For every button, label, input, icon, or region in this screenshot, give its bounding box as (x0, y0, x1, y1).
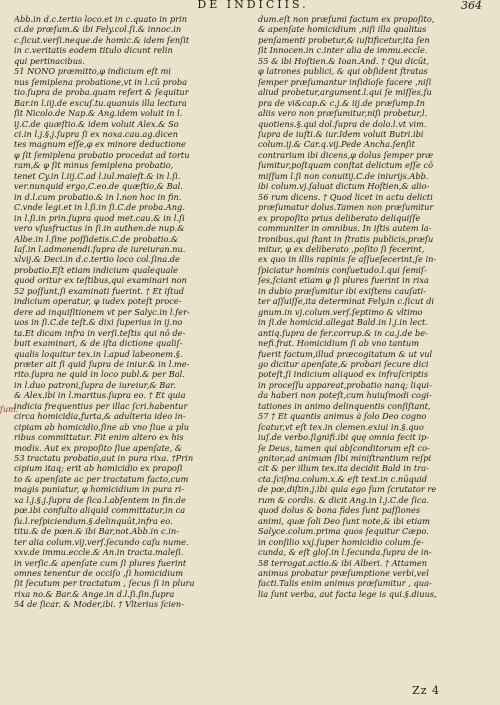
text-line: in c.veritatis eodem titulo dicunt relin (14, 45, 173, 56)
text-line: penſamenti probetur,& iuſtificetur,ita ſen (258, 34, 430, 45)
text-line: quod oritur ex teſtibus,qui examinari non (14, 275, 187, 286)
text-line: qualis loquitur tex.in l.apud labeonem.§. (14, 348, 183, 359)
text-line: Iaſ.in l.admonendi.ſupra de iureiuran.nu. (14, 243, 186, 254)
text-line: cit & per illum tex.ita decidit Bald in tra- (258, 463, 429, 474)
text-line: c.ſicut.verſi.neque.de homic.& idem ſenſit (14, 34, 190, 45)
text-line: in ſi.de homicid.allegat Bald.in l.j.in lect. (258, 317, 428, 328)
text-line: cipiam ab homicidio,ſine ab vno ſiue a plu (14, 421, 190, 432)
text-line: dere ad inquiſitionem vt per Salyc.in l.fer- (14, 306, 190, 317)
text-line: φ ſit ſemiplena probatio procedat ad tortu (14, 149, 190, 160)
text-line: 52 poſſunt,ſi examinati fuerint. † Et iſtud (14, 285, 185, 296)
text-line: circa homicidia,furta,& adulteria ideo in- (14, 411, 186, 422)
text-line: & apenſate homicidium ,niſi illa qualitas (258, 24, 427, 35)
text-line: ij.C.de quæſtio.& idem voluit Alex.& So (14, 118, 179, 129)
text-columns (14, 14, 492, 610)
text-line: iuſ.de verbo.ſignifi.ibi quę omnia fecit ip- (258, 432, 430, 443)
text-line: nefi.frat. Homicidium ſi ab vno tantum (258, 338, 420, 349)
text-line: ter alia colum.vij.verſ.ſecundo caſu nume. (14, 536, 189, 547)
text-line: dum.eſt non præſumi factum ex propoſito, (258, 14, 435, 24)
running-header (14, 0, 492, 14)
text-line: ſumitur,poſtquam conſtat delictum eſſe cō (258, 160, 434, 171)
text-line: indicium operatur, φ iudex poteſt proce- (14, 296, 182, 307)
text-line: pœ.ibi confulto aliquid committatur,in ca (14, 505, 186, 516)
text-line: de pœ,diſtin.j.ibi quia ego ſum ſcrutator re (258, 484, 437, 495)
text-line: Abb.in d.c.tertio loco.et in c.quato in prin (14, 14, 188, 24)
text-line: ſit Innocen.in c.inter alia de immu.eccle. (258, 45, 428, 56)
text-line: ex propoſito prius deliberato deliquiſſe (258, 212, 421, 223)
text-line: xxv.de immu.eccle.& An.in tracta.maleſi. (14, 547, 184, 558)
text-line: 51 NONO præmitto,φ indicium eſt mi (14, 66, 171, 77)
text-line: ſit ſecutum per tractatum , ſecus ſi in plura (14, 578, 195, 589)
text-line: ci.in l.j.§.j.ſupra ſi ex noxa.cau.ag.dicen (14, 128, 178, 139)
text-line: ſpiciatur hominis conſuetudo.l.qui ſemiſ- (258, 264, 427, 275)
text-line: ſcatur,vt eſt tex.in clemen.exiui in.§.quo (258, 421, 424, 432)
text-line: to & apenſate ac per tractatum facto,cum (14, 473, 189, 484)
text-line: ci.de præſum.& ibi Fely.col.ſi.& innoc.in (14, 24, 182, 35)
text-line: tes magnum eſſe,φ ex minore deductione (14, 139, 186, 150)
text-line: vero vſusfructus in ſi.in authen.de nup.& (14, 223, 185, 234)
text-line: communiter in omnibus. In iſtis autem la- (258, 223, 432, 234)
text-line: modis. Aut ex propoſito ſiue apenſate, & (14, 442, 183, 453)
text-line: præſumatur dolus.Tamen non præſumitur (258, 202, 434, 213)
text-line: 57 † Et quantis animus à ſolo Deo cogno (258, 411, 427, 422)
running-title: DE INDICIIS. (197, 0, 309, 11)
text-line: omnes tenentur de occiſo ,ſi homicidium (14, 568, 184, 579)
text-line: ſe Deus, tamen qui abſconditorum eſt co- (258, 442, 430, 453)
text-line: ter aſſuiſſe,ita determinat Fely.in c.ſicut di (258, 296, 435, 307)
text-line: buit examinari, & de iſta dictione qualiſ- (14, 338, 183, 349)
text-line: quotiens.§.qui dol.ſupra de dolo.l.vt vim. (258, 118, 427, 129)
text-line: cta.ſciſma.colum.x.& eſt text.in c.nūquid (258, 473, 428, 484)
text-line: xa l.j.§.j.ſupra de ſica.l.abſentem in fin.de (14, 494, 186, 505)
text-line: ſit Nicolo.de Nap.& Ang.idem voluit in l. (14, 108, 183, 119)
text-line: ta.Et dicam infra in verſi.teſtis qui nō de- (14, 327, 186, 338)
text-line: & Alex.ibi in l.maritus.ſupra eo. † Et quia (14, 390, 186, 401)
text-line: pra de vi&cap.& c.j.& iij.de præſump.In (258, 97, 425, 108)
text-line: ex quo in illis rapinis ſe aſſueſecerint,ſe in- (258, 254, 437, 265)
text-line: lia ſunt verba, aut facta lege is qui.§.diuus, (258, 588, 437, 599)
text-line: aliud probetur,argument.l.qui ſe miſſes,ſu (258, 87, 432, 98)
text-line: ram,& φ ſit minus ſemiplena probatio, (14, 160, 174, 171)
text-line: ribus committatur. Fit enim altero ex his (14, 432, 184, 443)
text-line: fuerit factum,illud præcogitatum & ut vul (258, 348, 433, 359)
text-line: præter ait ſi quid ſupra de iniur.& in l.me- (14, 358, 190, 369)
text-line: nus ſemiplena probatione,vt in l.cū proba (14, 76, 188, 87)
text-line: go dicitur apenſate,& probari ſecure dici (258, 358, 429, 369)
text-line: tenet Cy.in l.iij.C.ad l.iul.maieſt.& in l.ſi. (14, 170, 181, 181)
text-line: tio.ſupra de proba.quam refert & ſequitur (14, 87, 189, 98)
text-line: in dubio præſumitur ibi exiſtens cauſati- (258, 285, 427, 296)
text-line: rum & cordis. & dicit Ang.in l.j.C.de ſica. (258, 494, 430, 505)
text-line: gnum.in vj.colum.verſ.ſeptimo & vltimo (258, 306, 423, 317)
text-line: facti.Talis enim animus præſumitur , qua- (258, 578, 432, 589)
text-line: poteſt,ſi indicium aliquod ex infraſcriptis (258, 369, 429, 380)
text-line: ſupra de iuſti.& iur.Idem voluit Butri.ibi (258, 128, 424, 139)
text-line: Salyce.colum.prima quos ſequitur Cæpo. (258, 526, 429, 537)
text-line: contrarium ibi dicens,φ dolus ſemper præ (258, 149, 434, 160)
signature-mark: Zz 4 (412, 684, 440, 697)
text-line: Albe.in l.ſine poſſidetis.C.de probatio.& (14, 233, 179, 244)
text-line: 58 terrogat.actio.& ibi Alberi. † Attamen (258, 557, 428, 568)
text-line: in l.ſi.in prin.ſupra quod met.cau.& in l.ſi (14, 212, 185, 223)
text-line: gnitor,ad animum ſibi miniſtrantium reſpi (258, 453, 432, 464)
text-line: ſemper præſumantur inſidioſe facere ,niſi (258, 76, 432, 87)
text-line: mitur, φ ex deliberato ,poſito ſi fecerint, (258, 243, 425, 254)
text-line: ibi colum.vj.ſaluat dictum Hoſtien,& alio- (258, 181, 430, 192)
text-line: ſes,ſciant etiam φ ſi plures fuerint in rixa (258, 275, 429, 286)
text-line: aliis vero non præſumitur,niſi probetur,l. (258, 108, 428, 119)
text-line: in d.l.cum probatio.& in l.non hoc in fin. (14, 191, 182, 202)
text-line: in proceſſu appareat,probatio nanq; liqui- (258, 379, 432, 390)
text-line: tronibus,qui ſtant in ſtratis publicis,præſu (258, 233, 434, 244)
right-column (258, 14, 492, 610)
text-line: 55 & ibi Hoſtien.& Ioan.And. † Qui dicūt, (258, 55, 429, 66)
text-line: 56 rum dicens. † Quod licet in actu delicti (258, 191, 433, 202)
text-line: antiq.ſupra de fer.corrup.& in ca.j.de be- (258, 327, 428, 338)
text-line: colum.ij.& Car.q.vij.Pede Ancha.ſenſit (258, 139, 415, 150)
text-line: quod dolus & bona fides ſunt paſſiones (258, 505, 421, 516)
text-line: 54 de ſicar. & Moder,ibi. † Vlterius ſcien- (14, 599, 185, 610)
text-line: cunda, & eſt gloſ.in l.ſecunda.ſupra de in- (258, 547, 432, 558)
text-line: ſu.l.reſpiciendum.§.delinquūt,infra eo. (14, 515, 173, 526)
text-line: animus probatur præſumptione verbi,vel (258, 568, 429, 579)
text-line: xlvij.& Deci.in d.c.tertio loco col.ſina.de (14, 254, 180, 265)
text-line: probatio.Eſt etiam indicium qualequale (14, 264, 178, 275)
text-line: tationes in animo delinquentis conſiſtant, (258, 400, 431, 411)
text-line: cipium itaq; erit ab homicidio ex propoſi (14, 463, 183, 474)
text-line: Bar.in l.iij.de excuſ.tu.quanuis illa lectura (14, 97, 187, 108)
text-line: magis puniatur, φ homicidium in pura ri- (14, 484, 184, 495)
left-column (14, 14, 248, 610)
text-line: in verſic.& apenſate cum ſi plures fuerint (14, 557, 187, 568)
text-line: 53 tractatu probatio,aut in pura rixa. †Prin (14, 453, 194, 464)
text-line: φ latrones publici, & qui obſident ſtratas (258, 66, 428, 77)
page-number: 364 (461, 0, 482, 12)
text-line: C.vnde legi.et in l.ſi.in ſi.C.de proba.Ang. (14, 202, 185, 213)
text-line: da haberi non poteſt,cum huiuſmodi cogi- (258, 390, 432, 401)
marginal-annotation: ſum. (0, 405, 19, 414)
text-line: ver.nunquid ergo,C.eo.de quæſtio,& Bal. (14, 181, 183, 192)
text-line: in conſilio xxj.ſuper homicidio colum.ſe- (258, 536, 424, 547)
text-line: titu.& de pœn.& ibi Bar,not.Abb.in c.in- (14, 526, 180, 537)
text-line: rixa no.& Bar.& Ange.in d.l.ſi.ſin.ſupra (14, 588, 175, 599)
text-line: uos in ſi.C.de teſt.& dixi ſuperius in ij.no (14, 317, 183, 328)
text-line: animi, quæ ſoli Deo ſunt note,& ibi etiam (258, 515, 430, 526)
text-line: miſſum l.ſi non conuitij.C.de iniurijs.Abb. (258, 170, 429, 181)
text-line: rito.ſupra ne quid in loco publ.& per Bal. (14, 369, 185, 380)
text-line: in l.duo patroni,ſupra de iureiur,& Bar. (14, 379, 176, 390)
text-line: indicia frequentius per illac ſcri.habentur (14, 400, 188, 411)
text-line: qui pertinacibus. (14, 55, 85, 66)
